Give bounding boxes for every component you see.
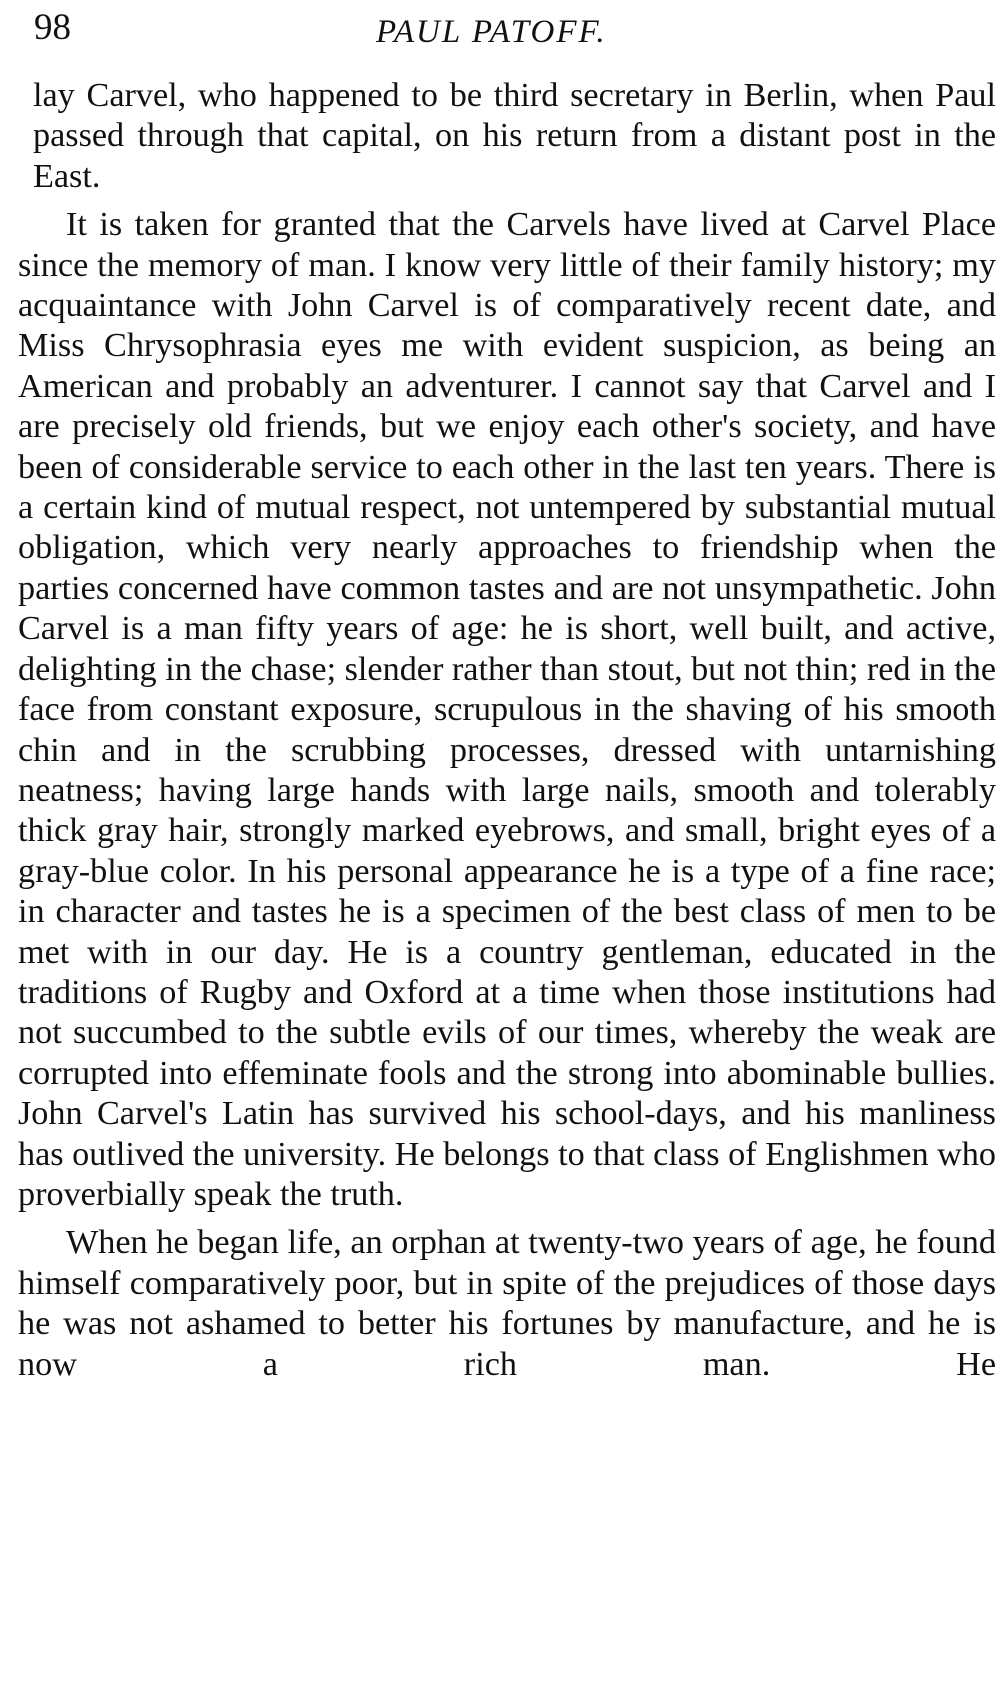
paragraph-carvel-description: It is taken for granted that the Carvels have lived at Carvel Place since the memory of man. I know very little of their family history; my acquaintance with John Carvel is of comparatively recent date, and Miss Chrysophrasia eyes me with evident suspicion, as being an American and probably an adventurer. I cannot say that Carvel and I are precisely old friends, but we enjoy each other's society, and have been of considerable service to each other in the last ten years. There is a certain kind of mutual respect, not untempered by substantial mutual obligation, which very nearly approaches to friendship when the parties concerned have common tastes and are not unsympathetic. John Carvel is a man fifty years of age: he is short, well built, and active, delighting in the chase; slender rather than stout, but not thin; red in the face from constant exposure, scrupulous in the shaving of his smooth chin and in the scrubbing processes, dressed with untarnishing neatness; having large hands with large nails, smooth and tolerably thick gray hair, strongly marked eyebrows, and small, bright eyes of a gray-blue color. In his personal appearance he is a type of a fine race; in character and tastes he is a specimen of the best class of men to be met with in our day. He is a country gentleman, educated in the traditions of Rugby and Oxford at a time when those institutions had not succumbed to the subtle evils of our times, whereby the weak are corrupted into effeminate fools and the strong into abominable bullies. John Carvel's Latin has survived his school-days, and his manliness has outlived the university. He belongs to that class of Englishmen who proverbially speak the truth. [18, 206, 996, 1213]
body-text [18, 76, 996, 1393]
paragraph-continued: lay Carvel, who happened to be third secretary in Berlin, when Paul passed through that capital, on his return from a distant post in the East. [33, 77, 996, 195]
running-title: PAUL PATOFF. [376, 14, 607, 50]
paragraph-early-life: When he began life, an orphan at twenty-two years of age, he found himself comparatively poor, but in spite of the prejudices of those days he was not ashamed to better his fortunes by manufacture, and he is now a rich man. He [18, 1224, 996, 1383]
page-number: 98 [34, 7, 71, 48]
page-header [34, 6, 994, 54]
